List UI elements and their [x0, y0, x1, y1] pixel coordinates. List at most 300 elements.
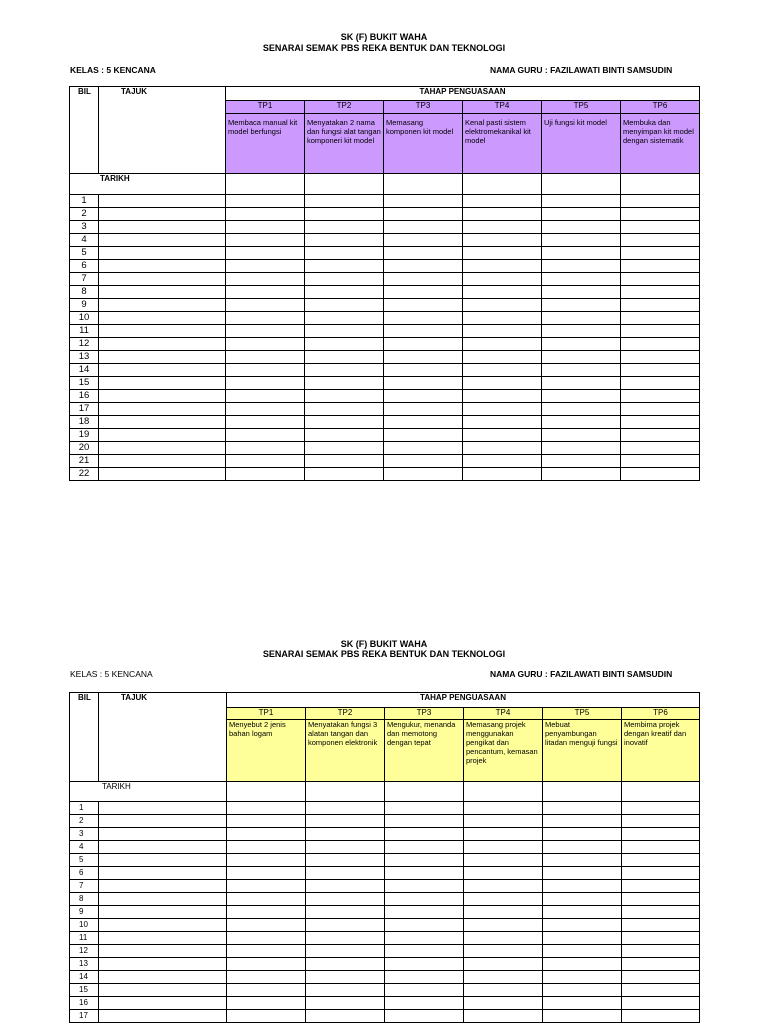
tp-check-cell[interactable] [621, 247, 700, 260]
table-row [70, 468, 700, 481]
tp-check-cell[interactable] [463, 416, 542, 429]
tp-check-cell[interactable] [384, 273, 463, 286]
tp-check-cell[interactable] [622, 867, 700, 880]
tp-check-cell[interactable] [542, 247, 621, 260]
tp-check-cell[interactable] [227, 854, 306, 867]
tp-check-cell[interactable] [306, 945, 385, 958]
tp-check-cell[interactable] [305, 325, 384, 338]
tp-check-cell[interactable] [306, 828, 385, 841]
tajuk-cell[interactable] [99, 854, 227, 867]
tp-check-cell[interactable] [464, 867, 543, 880]
tp-check-cell[interactable] [306, 893, 385, 906]
tp-check-cell[interactable] [464, 971, 543, 984]
tp-check-cell[interactable] [227, 880, 306, 893]
tp-check-cell[interactable] [463, 403, 542, 416]
tp-check-cell[interactable] [226, 221, 305, 234]
tp-check-cell[interactable] [305, 286, 384, 299]
date-cell[interactable] [542, 174, 621, 195]
tajuk-cell[interactable] [99, 867, 227, 880]
tajuk-cell[interactable] [99, 906, 227, 919]
tp-check-cell[interactable] [622, 1010, 700, 1023]
tp-check-cell[interactable] [622, 841, 700, 854]
tp-check-cell[interactable] [464, 828, 543, 841]
tp-check-cell[interactable] [543, 893, 622, 906]
tp-check-cell[interactable] [306, 841, 385, 854]
tajuk-cell[interactable] [99, 1010, 227, 1023]
row-number: 7 [70, 880, 99, 893]
tajuk-cell[interactable] [99, 195, 226, 208]
tp-check-cell[interactable] [542, 351, 621, 364]
tp-check-cell[interactable] [463, 429, 542, 442]
tp-check-cell[interactable] [226, 195, 305, 208]
tp-check-cell[interactable] [621, 390, 700, 403]
tp-check-cell[interactable] [226, 416, 305, 429]
tp-check-cell[interactable] [542, 286, 621, 299]
tp-check-cell[interactable] [385, 880, 464, 893]
tp-check-cell[interactable] [385, 932, 464, 945]
tp-check-cell[interactable] [622, 945, 700, 958]
tp-check-cell[interactable] [384, 208, 463, 221]
tajuk-cell[interactable] [99, 815, 227, 828]
tp-check-cell[interactable] [542, 338, 621, 351]
tp-check-cell[interactable] [463, 312, 542, 325]
row-number: 15 [70, 984, 99, 997]
tajuk-cell[interactable] [99, 828, 227, 841]
tp-check-cell[interactable] [306, 997, 385, 1010]
tp-check-cell[interactable] [621, 325, 700, 338]
tp-check-cell[interactable] [464, 958, 543, 971]
tp-check-cell[interactable] [463, 377, 542, 390]
tp-check-cell[interactable] [226, 273, 305, 286]
tp-check-cell[interactable] [464, 1010, 543, 1023]
tp-check-cell[interactable] [384, 455, 463, 468]
table-row [70, 338, 700, 351]
tp-check-cell[interactable] [226, 247, 305, 260]
tajuk-cell[interactable] [99, 377, 226, 390]
tp-check-cell[interactable] [463, 338, 542, 351]
tajuk-cell[interactable] [99, 325, 226, 338]
tp-check-cell[interactable] [226, 338, 305, 351]
tp-check-cell[interactable] [305, 273, 384, 286]
tp-check-cell[interactable] [463, 234, 542, 247]
tp-check-cell[interactable] [384, 312, 463, 325]
tp-check-cell[interactable] [621, 442, 700, 455]
tajuk-cell[interactable] [99, 416, 226, 429]
tajuk-cell[interactable] [99, 932, 227, 945]
tp-check-cell[interactable] [226, 377, 305, 390]
tp-check-cell[interactable] [543, 828, 622, 841]
tp-description: Uji fungsi kit model [542, 114, 621, 174]
tp-check-cell[interactable] [226, 429, 305, 442]
tp-check-cell[interactable] [464, 906, 543, 919]
tajuk-cell[interactable] [99, 273, 226, 286]
tp-check-cell[interactable] [384, 234, 463, 247]
tp-check-cell[interactable] [463, 286, 542, 299]
tp-check-cell[interactable] [384, 286, 463, 299]
tp-check-cell[interactable] [226, 442, 305, 455]
table-row [70, 828, 700, 841]
tp-check-cell[interactable] [385, 919, 464, 932]
tp-check-cell[interactable] [622, 854, 700, 867]
tp-check-cell[interactable] [463, 195, 542, 208]
tp-check-cell[interactable] [464, 802, 543, 815]
tp-check-cell[interactable] [621, 351, 700, 364]
tp-check-cell[interactable] [227, 984, 306, 997]
tp-check-cell[interactable] [543, 919, 622, 932]
tp-check-cell[interactable] [385, 828, 464, 841]
tp-check-cell[interactable] [305, 455, 384, 468]
tp-check-cell[interactable] [306, 854, 385, 867]
tp-check-cell[interactable] [464, 984, 543, 997]
row-number: 12 [70, 945, 99, 958]
tajuk-cell[interactable] [99, 260, 226, 273]
tp-check-cell[interactable] [464, 841, 543, 854]
tp-check-cell[interactable] [463, 299, 542, 312]
tp-check-cell[interactable] [464, 945, 543, 958]
tp-check-cell[interactable] [622, 984, 700, 997]
tp-check-cell[interactable] [226, 312, 305, 325]
tp-check-cell[interactable] [542, 221, 621, 234]
tp-check-cell[interactable] [622, 815, 700, 828]
tajuk-cell[interactable] [99, 958, 227, 971]
tajuk-cell[interactable] [99, 455, 226, 468]
tp-check-cell[interactable] [305, 468, 384, 481]
tajuk-cell[interactable] [99, 429, 226, 442]
tajuk-cell[interactable] [99, 997, 227, 1010]
tp-check-cell[interactable] [543, 997, 622, 1010]
date-cell[interactable] [622, 782, 700, 802]
date-cell[interactable] [543, 782, 622, 802]
tp-check-cell[interactable] [227, 1010, 306, 1023]
tajuk-cell[interactable] [99, 403, 226, 416]
tp-check-cell[interactable] [384, 351, 463, 364]
tp-check-cell[interactable] [384, 299, 463, 312]
tp-check-cell[interactable] [542, 442, 621, 455]
tp-check-cell[interactable] [227, 945, 306, 958]
tajuk-cell[interactable] [99, 364, 226, 377]
tajuk-cell[interactable] [99, 984, 227, 997]
tajuk-cell[interactable] [99, 338, 226, 351]
tp-check-cell[interactable] [542, 195, 621, 208]
tajuk-cell[interactable] [99, 221, 226, 234]
tp-check-cell[interactable] [621, 468, 700, 481]
tp-check-cell[interactable] [621, 299, 700, 312]
tp-check-cell[interactable] [227, 997, 306, 1010]
date-cell[interactable] [305, 174, 384, 195]
tp-check-cell[interactable] [464, 932, 543, 945]
tp-check-cell[interactable] [622, 919, 700, 932]
tp-check-cell[interactable] [305, 416, 384, 429]
row-number: 10 [70, 919, 99, 932]
row-number: 2 [70, 208, 99, 221]
tp-check-cell[interactable] [384, 260, 463, 273]
tp-check-cell[interactable] [385, 815, 464, 828]
tp-check-cell[interactable] [542, 208, 621, 221]
tp-check-cell[interactable] [542, 364, 621, 377]
tp-check-cell[interactable] [621, 273, 700, 286]
date-cell[interactable] [464, 782, 543, 802]
tajuk-cell[interactable] [99, 468, 226, 481]
tp-check-cell[interactable] [543, 1010, 622, 1023]
tp-check-cell[interactable] [305, 403, 384, 416]
tp-check-cell[interactable] [463, 390, 542, 403]
tp-check-cell[interactable] [463, 260, 542, 273]
tp-check-cell[interactable] [306, 880, 385, 893]
tp-check-cell[interactable] [226, 468, 305, 481]
tp-check-cell[interactable] [622, 880, 700, 893]
tajuk-cell[interactable] [99, 208, 226, 221]
tp-check-cell[interactable] [226, 364, 305, 377]
tp-check-cell[interactable] [305, 260, 384, 273]
tp-check-cell[interactable] [464, 997, 543, 1010]
tp-check-cell[interactable] [384, 195, 463, 208]
tp-check-cell[interactable] [464, 854, 543, 867]
tp-check-cell[interactable] [622, 828, 700, 841]
tajuk-cell[interactable] [99, 234, 226, 247]
tp-check-cell[interactable] [621, 221, 700, 234]
date-cell[interactable] [306, 782, 385, 802]
tp-check-cell[interactable] [543, 802, 622, 815]
tp-check-cell[interactable] [385, 1010, 464, 1023]
tajuk-cell[interactable] [99, 893, 227, 906]
tp-check-cell[interactable] [621, 364, 700, 377]
tp-check-cell[interactable] [385, 984, 464, 997]
tp-check-cell[interactable] [227, 828, 306, 841]
tp-check-cell[interactable] [622, 802, 700, 815]
tp-check-cell[interactable] [463, 455, 542, 468]
table-row [70, 880, 700, 893]
tajuk-cell[interactable] [99, 299, 226, 312]
tajuk-cell[interactable] [99, 841, 227, 854]
tp-check-cell[interactable] [305, 312, 384, 325]
tp-check-cell[interactable] [621, 208, 700, 221]
date-cell[interactable] [226, 174, 305, 195]
tp-check-cell[interactable] [306, 867, 385, 880]
tp-check-cell[interactable] [543, 958, 622, 971]
tp-check-cell[interactable] [622, 958, 700, 971]
tp-check-cell[interactable] [384, 390, 463, 403]
tp-check-cell[interactable] [384, 468, 463, 481]
date-cell[interactable] [385, 782, 464, 802]
tp-check-cell[interactable] [463, 247, 542, 260]
tp-check-cell[interactable] [622, 893, 700, 906]
tp-check-cell[interactable] [305, 364, 384, 377]
tp-check-cell[interactable] [384, 325, 463, 338]
tp-check-cell[interactable] [306, 919, 385, 932]
tp-check-cell[interactable] [463, 208, 542, 221]
tp-check-cell[interactable] [384, 442, 463, 455]
tp-check-cell[interactable] [385, 958, 464, 971]
tp-check-cell[interactable] [543, 841, 622, 854]
tp-check-cell[interactable] [227, 971, 306, 984]
tp-check-cell[interactable] [621, 312, 700, 325]
tp-check-cell[interactable] [305, 377, 384, 390]
tp-check-cell[interactable] [464, 880, 543, 893]
tp-check-cell[interactable] [543, 945, 622, 958]
tp-check-cell[interactable] [621, 260, 700, 273]
tp-check-cell[interactable] [463, 468, 542, 481]
tp-check-cell[interactable] [621, 195, 700, 208]
tp-check-cell[interactable] [542, 234, 621, 247]
tp-check-cell[interactable] [542, 312, 621, 325]
tp-check-cell[interactable] [542, 299, 621, 312]
tp-check-cell[interactable] [621, 377, 700, 390]
tp-check-cell[interactable] [305, 208, 384, 221]
tp-check-cell[interactable] [543, 971, 622, 984]
tajuk-cell[interactable] [99, 919, 227, 932]
table-row [70, 815, 700, 828]
tp-check-cell[interactable] [227, 867, 306, 880]
tp-check-cell[interactable] [306, 958, 385, 971]
tp-check-cell[interactable] [543, 880, 622, 893]
tp-check-cell[interactable] [463, 442, 542, 455]
tp-check-cell[interactable] [226, 286, 305, 299]
tp-check-cell[interactable] [622, 997, 700, 1010]
tp-check-cell[interactable] [384, 364, 463, 377]
date-cell[interactable] [621, 174, 700, 195]
tp-check-cell[interactable] [305, 338, 384, 351]
tp-check-cell[interactable] [464, 893, 543, 906]
tp-check-cell[interactable] [226, 325, 305, 338]
tp-check-cell[interactable] [227, 802, 306, 815]
tp-check-cell[interactable] [542, 403, 621, 416]
tp-check-cell[interactable] [385, 854, 464, 867]
tp-check-cell[interactable] [464, 815, 543, 828]
tp-check-cell[interactable] [621, 455, 700, 468]
tp-check-cell[interactable] [226, 299, 305, 312]
checklist-table [69, 692, 700, 1023]
tp-check-cell[interactable] [227, 906, 306, 919]
row-number: 16 [70, 997, 99, 1010]
tp-check-cell[interactable] [542, 468, 621, 481]
tp-check-cell[interactable] [226, 455, 305, 468]
tp-check-cell[interactable] [622, 906, 700, 919]
tp-check-cell[interactable] [621, 403, 700, 416]
date-cell[interactable] [227, 782, 306, 802]
tp-check-cell[interactable] [542, 429, 621, 442]
tp-check-cell[interactable] [542, 390, 621, 403]
tp-check-cell[interactable] [384, 416, 463, 429]
tp-check-cell[interactable] [385, 997, 464, 1010]
tp-check-cell[interactable] [227, 932, 306, 945]
tp-check-cell[interactable] [226, 403, 305, 416]
tp-check-cell[interactable] [226, 390, 305, 403]
tp-check-cell[interactable] [305, 195, 384, 208]
tp-check-cell[interactable] [305, 442, 384, 455]
tp-check-cell[interactable] [385, 945, 464, 958]
tp-check-cell[interactable] [622, 971, 700, 984]
tp-check-cell[interactable] [384, 247, 463, 260]
tp-check-cell[interactable] [227, 919, 306, 932]
tp-check-cell[interactable] [621, 338, 700, 351]
tp-check-cell[interactable] [622, 932, 700, 945]
tp-check-cell[interactable] [543, 906, 622, 919]
tp-check-cell[interactable] [384, 221, 463, 234]
tp-check-cell[interactable] [227, 893, 306, 906]
tp-check-cell[interactable] [464, 919, 543, 932]
tp-check-cell[interactable] [621, 429, 700, 442]
tajuk-cell[interactable] [99, 971, 227, 984]
tp-check-cell[interactable] [385, 893, 464, 906]
date-cell[interactable] [463, 174, 542, 195]
tp-check-cell[interactable] [227, 841, 306, 854]
tp-check-cell[interactable] [306, 984, 385, 997]
tajuk-cell[interactable] [99, 880, 227, 893]
row-number: 11 [70, 325, 99, 338]
tp-check-cell[interactable] [543, 815, 622, 828]
tp-check-cell[interactable] [463, 364, 542, 377]
tp-check-cell[interactable] [385, 802, 464, 815]
tajuk-cell[interactable] [99, 802, 227, 815]
tp-check-cell[interactable] [621, 416, 700, 429]
tp-check-cell[interactable] [543, 867, 622, 880]
tp-check-cell[interactable] [543, 932, 622, 945]
tp-check-cell[interactable] [226, 351, 305, 364]
tp-check-cell[interactable] [305, 429, 384, 442]
tajuk-cell[interactable] [99, 351, 226, 364]
tp-check-cell[interactable] [543, 854, 622, 867]
tp-check-cell[interactable] [385, 867, 464, 880]
tp-check-cell[interactable] [542, 273, 621, 286]
tp-check-cell[interactable] [306, 932, 385, 945]
tp-check-cell[interactable] [542, 455, 621, 468]
tp-check-cell[interactable] [463, 325, 542, 338]
tp-check-cell[interactable] [385, 906, 464, 919]
tp-check-cell[interactable] [306, 1010, 385, 1023]
tp-check-cell[interactable] [384, 403, 463, 416]
tp-check-cell[interactable] [542, 377, 621, 390]
tp-check-cell[interactable] [227, 815, 306, 828]
tp-check-cell[interactable] [621, 234, 700, 247]
tp-check-cell[interactable] [306, 906, 385, 919]
tp-check-cell[interactable] [226, 208, 305, 221]
tp-check-cell[interactable] [463, 351, 542, 364]
tp-check-cell[interactable] [305, 299, 384, 312]
tp-check-cell[interactable] [305, 390, 384, 403]
tp-check-cell[interactable] [385, 971, 464, 984]
tp-check-cell[interactable] [384, 377, 463, 390]
tp-check-cell[interactable] [305, 351, 384, 364]
tp-check-cell[interactable] [621, 286, 700, 299]
tp-check-cell[interactable] [306, 802, 385, 815]
tp-check-cell[interactable] [226, 260, 305, 273]
tajuk-cell[interactable] [99, 442, 226, 455]
tp-check-cell[interactable] [227, 958, 306, 971]
tp-check-cell[interactable] [305, 221, 384, 234]
tp-check-cell[interactable] [306, 971, 385, 984]
tp-check-cell[interactable] [305, 247, 384, 260]
tajuk-cell[interactable] [99, 390, 226, 403]
date-cell[interactable] [384, 174, 463, 195]
tp-check-cell[interactable] [384, 338, 463, 351]
table-row [70, 802, 700, 815]
tp-check-cell[interactable] [385, 841, 464, 854]
tp-check-cell[interactable] [542, 416, 621, 429]
tajuk-cell[interactable] [99, 247, 226, 260]
tp-check-cell[interactable] [463, 273, 542, 286]
tp-check-cell[interactable] [226, 234, 305, 247]
tajuk-cell[interactable] [99, 286, 226, 299]
tp-check-cell[interactable] [542, 325, 621, 338]
tp-check-cell[interactable] [463, 221, 542, 234]
tp-check-cell[interactable] [306, 815, 385, 828]
tp-check-cell[interactable] [305, 234, 384, 247]
tp-check-cell[interactable] [384, 429, 463, 442]
tp-check-cell[interactable] [543, 984, 622, 997]
tp-check-cell[interactable] [542, 260, 621, 273]
tajuk-cell[interactable] [99, 945, 227, 958]
tajuk-cell[interactable] [99, 312, 226, 325]
